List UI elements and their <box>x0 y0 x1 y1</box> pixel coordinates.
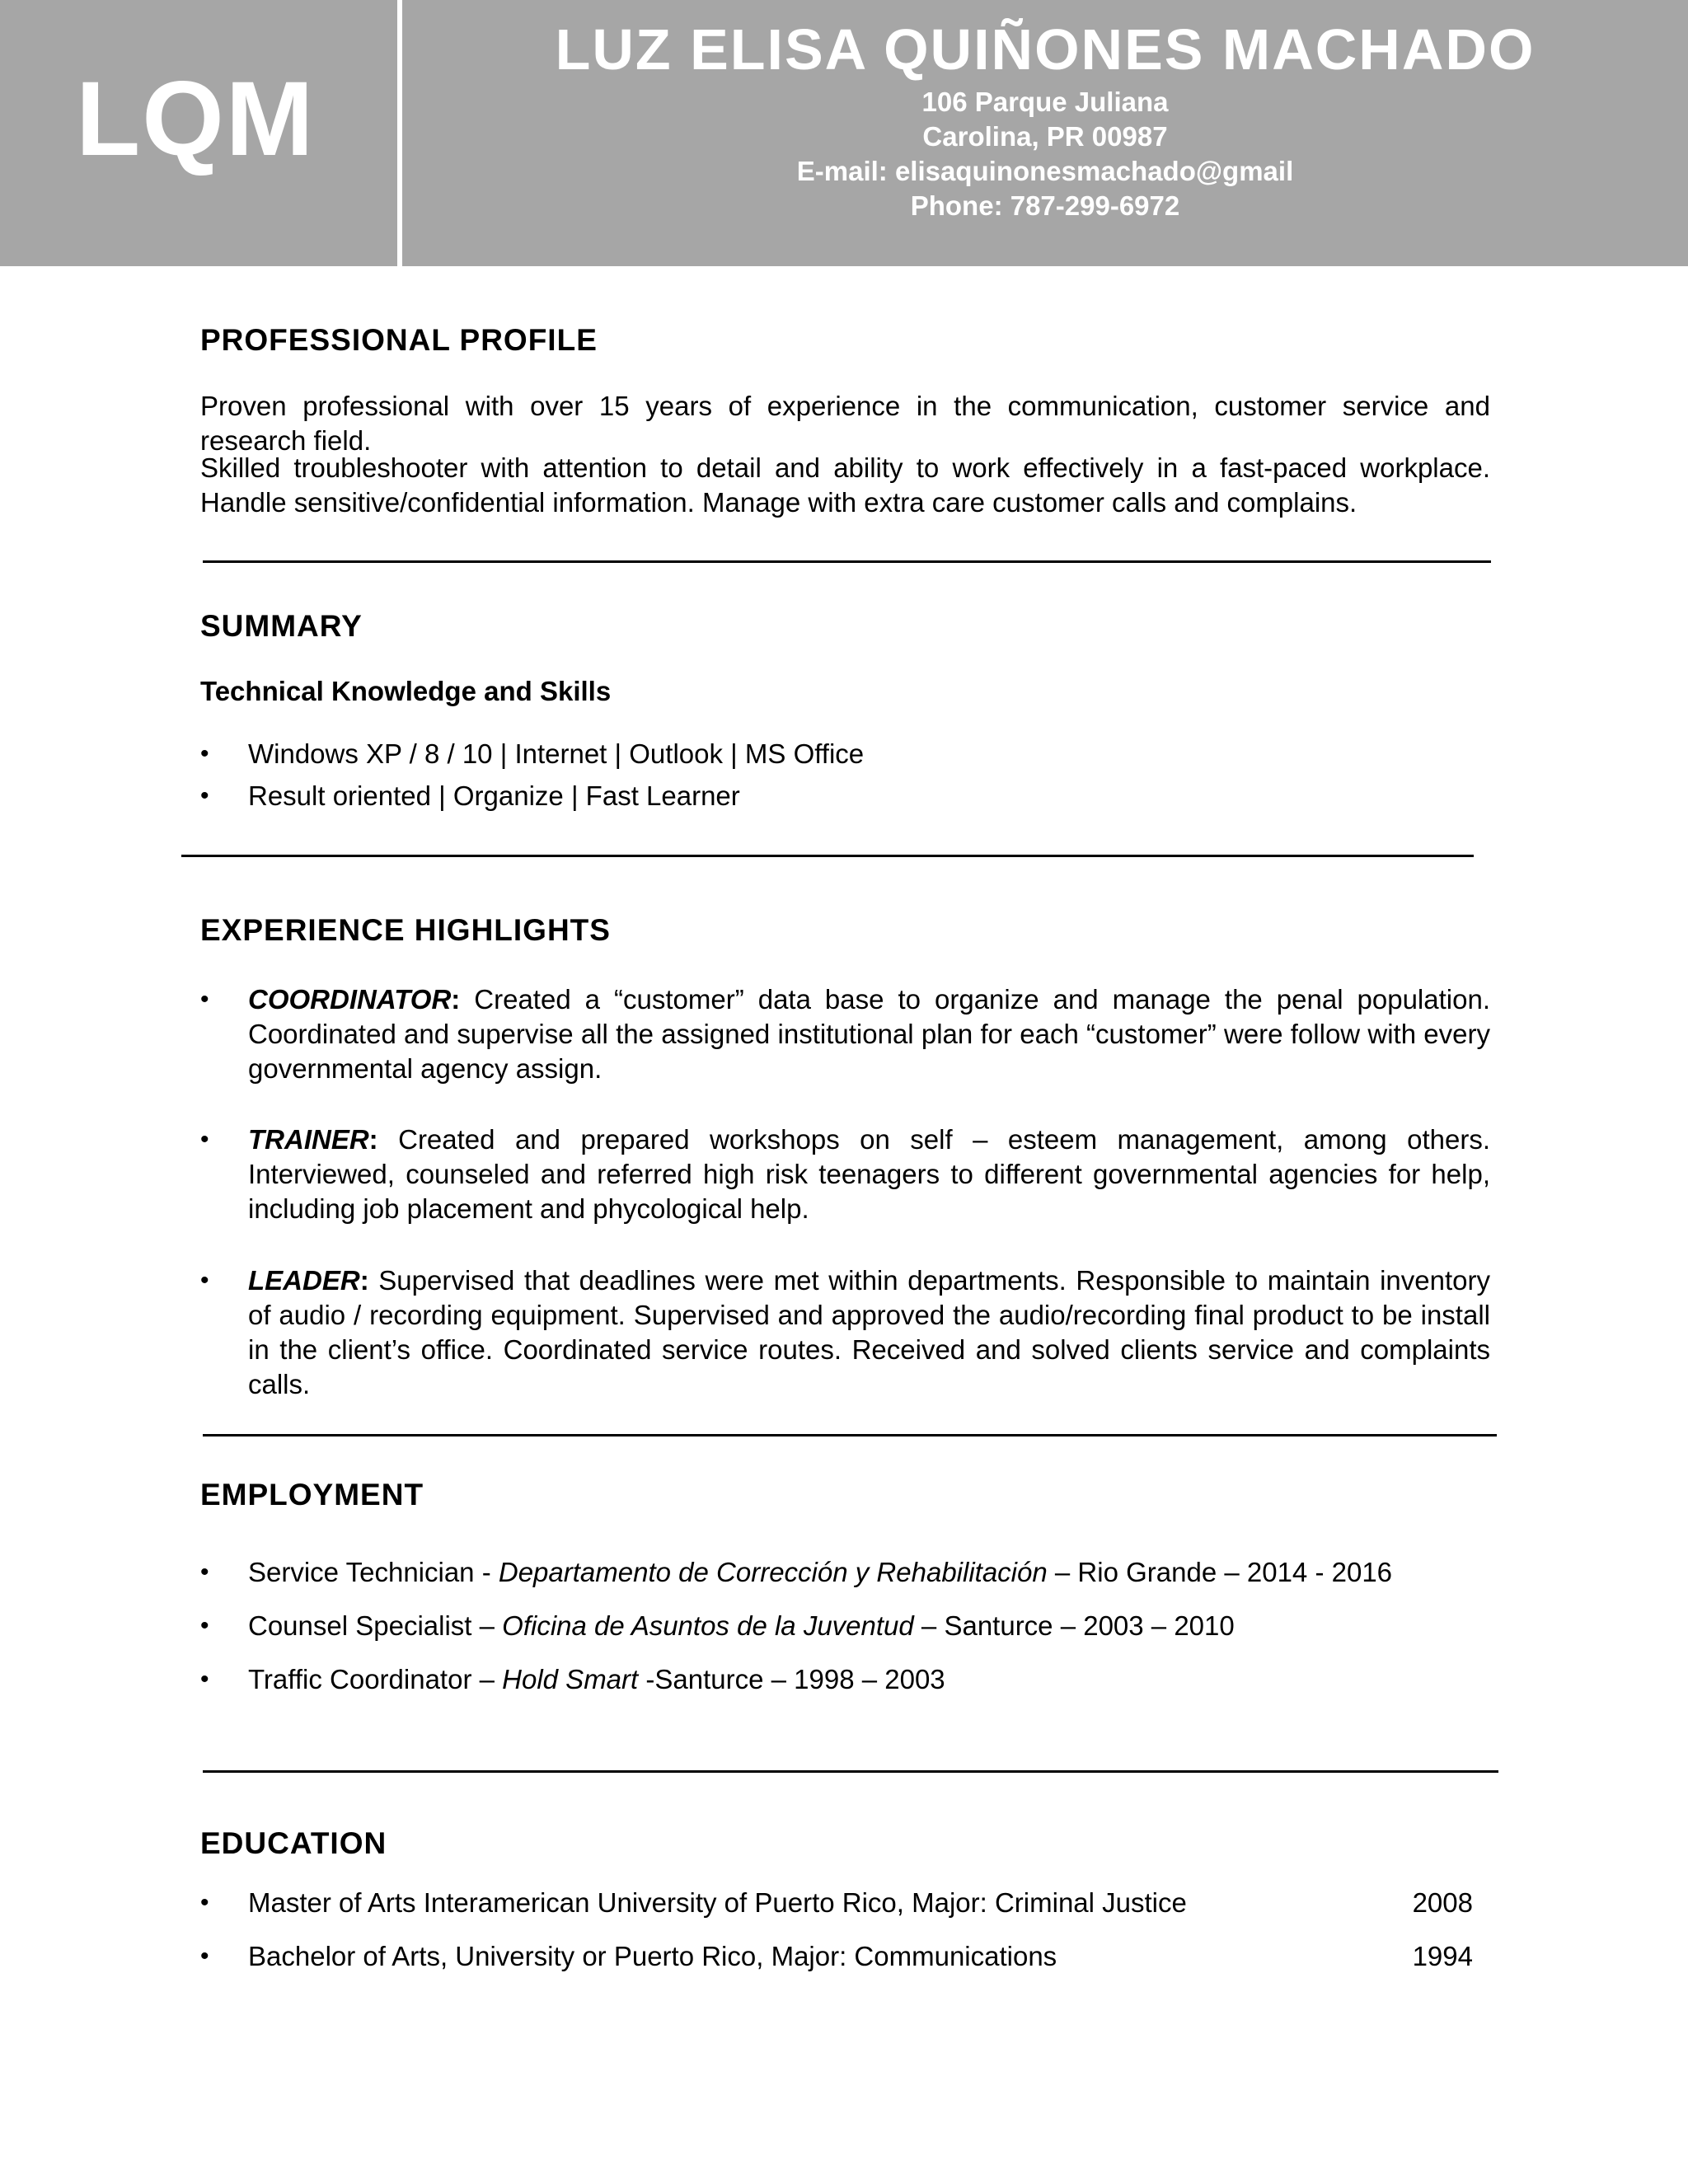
section-title-employment: EMPLOYMENT <box>200 1478 424 1511</box>
employment-text <box>248 1662 1490 1697</box>
contact-block <box>402 85 1688 223</box>
employment-employer: Departamento de Corrección y Rehabilitación <box>498 1557 1048 1587</box>
bullet-icon: • <box>200 986 209 1013</box>
section-title-profile: PROFESSIONAL PROFILE <box>200 323 598 357</box>
education-degree: Master of Arts Interamerican University of Puerto Rico, Major: Criminal Justice <box>248 1887 1187 1918</box>
skill-text: Result oriented | Organize | Fast Learner <box>248 780 740 811</box>
skill-text: Windows XP / 8 / 10 | Internet | Outlook | MS Office <box>248 738 865 769</box>
employment-position: Service Technician - <box>248 1557 499 1587</box>
email-line: E-mail: elisaquinonesmachado@gmail <box>796 156 1294 186</box>
education-degree: Bachelor of Arts, University or Puerto Rico, Major: Communications <box>248 1941 1057 1971</box>
profile-paragraph-1: Proven professional with over 15 years of experience in the communication, customer service and research field. <box>200 391 1490 456</box>
monogram: LQM <box>76 60 316 178</box>
employment-position: Traffic Coordinator – <box>248 1664 503 1694</box>
bullet-icon: • <box>200 1666 209 1693</box>
experience-colon: : <box>359 1265 369 1296</box>
employment-position: Counsel Specialist – <box>248 1610 503 1641</box>
education-year: 2008 <box>1412 1887 1473 1918</box>
section-title-experience: EXPERIENCE HIGHLIGHTS <box>200 913 611 947</box>
experience-text <box>248 982 1490 1086</box>
experience-colon: : <box>368 1124 378 1155</box>
bullet-icon: • <box>200 782 209 809</box>
section-title-education: EDUCATION <box>200 1826 387 1860</box>
section-divider <box>203 1770 1498 1773</box>
employment-location-dates: – Santurce – 2003 – 2010 <box>913 1610 1235 1641</box>
experience-role: COORDINATOR <box>248 984 452 1015</box>
experience-description: Supervised that deadlines were met within departments. Responsible to maintain inventory of audio / recording equipment. Supervised and approved the audio/recording final product to be install in the client’s office. Coordinated service routes. Received and solved clients service and complaints calls. <box>248 1265 1490 1399</box>
address-line-2: Carolina, PR 00987 <box>922 121 1168 152</box>
bullet-icon: • <box>200 1612 209 1639</box>
address-line-1: 106 Parque Juliana <box>921 87 1169 117</box>
employment-text <box>248 1555 1490 1590</box>
experience-text <box>248 1263 1490 1402</box>
experience-description: Created and prepared workshops on self – esteem management, among others. Interviewed, counseled and referred high risk teenagers to different governmental agencies for help, including job placement and phycological help. <box>248 1124 1490 1224</box>
bullet-icon: • <box>200 1558 209 1586</box>
experience-item <box>200 982 1490 1090</box>
experience-text <box>248 1122 1490 1226</box>
section-divider <box>181 855 1474 857</box>
employment-location-dates: – Rio Grande – 2014 - 2016 <box>1047 1557 1393 1587</box>
experience-role: LEADER <box>248 1265 360 1296</box>
bullet-icon: • <box>200 1889 209 1916</box>
section-title-summary: SUMMARY <box>200 609 363 643</box>
education-year: 1994 <box>1412 1941 1473 1971</box>
employment-location-dates: -Santurce – 1998 – 2003 <box>638 1664 945 1694</box>
employment-text <box>248 1609 1490 1643</box>
bullet-icon: • <box>200 740 209 767</box>
bullet-icon: • <box>200 1267 209 1294</box>
experience-role: TRAINER <box>248 1124 369 1155</box>
bullet-icon: • <box>200 1126 209 1153</box>
employment-employer: Hold Smart <box>502 1664 639 1694</box>
bullet-icon: • <box>200 1943 209 1970</box>
experience-description: Created a “customer” data base to organize and manage the penal population. Coordinated and supervise all the assigned institutional plan for each “customer” were follow with every governmental agency assign. <box>248 984 1490 1084</box>
summary-subtitle: Technical Knowledge and Skills <box>200 676 612 706</box>
profile-paragraph-2: Skilled troubleshooter with attention to detail and ability to work effectively in a fast-paced workplace. Handle sensitive/confidential information. Manage with extra care customer calls and complains. <box>200 452 1490 518</box>
section-divider <box>203 560 1491 563</box>
section-divider <box>203 1434 1497 1436</box>
experience-item <box>200 1263 1490 1399</box>
experience-colon: : <box>451 984 461 1015</box>
experience-item <box>200 1122 1490 1230</box>
applicant-name: LUZ ELISA QUIÑONES MACHADO <box>555 17 1536 82</box>
phone-line: Phone: 787-299-6972 <box>910 190 1180 221</box>
employment-employer: Oficina de Asuntos de la Juventud <box>502 1610 914 1641</box>
